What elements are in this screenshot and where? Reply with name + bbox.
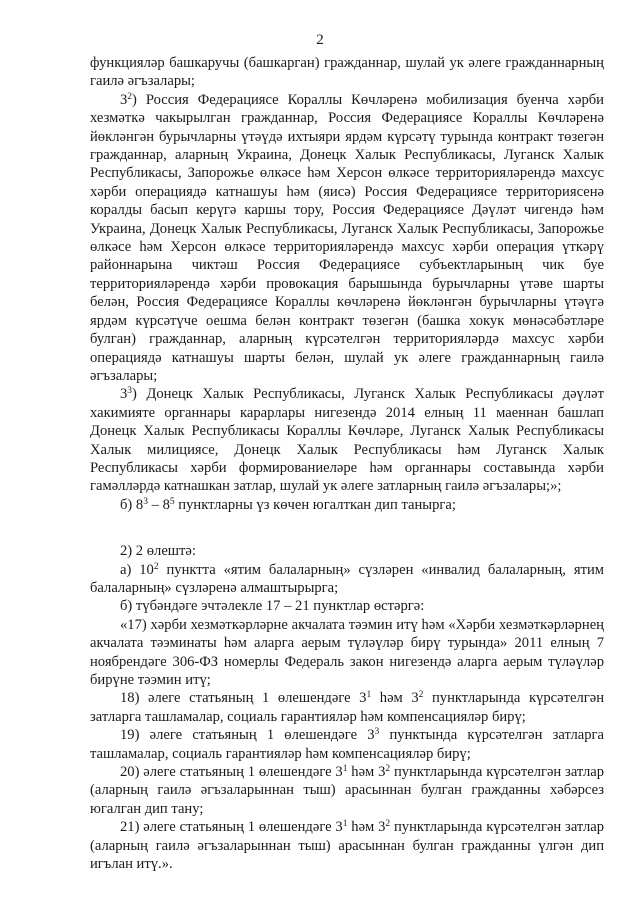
paragraph-item-17: «17) хәрби хезмәткәрләрне акчалата тәэмин итү һәм «Хәрби хезмәткәрләрнең акчалата тәэминаты һәм аларга аерым түләүләр бирү турында» 2011 елның 7 ноябрендәге 306-ФЗ номерлы Федераль закон нигезендә аларга аерым түләүләр бирүне тәэмин итү; (90, 616, 604, 688)
document-body (90, 54, 604, 873)
paragraph-continuation: функцияләр башкаручы (башкарган) гражданнар, шулай ук әлеге гражданнарның гаилә әгъзалары; (90, 55, 604, 90)
paragraph-item-18: 18) әлеге статьяның 1 өлешендәге $3^1$ һәм $3^2$ пунктларында күрсәтелгән затларга ташламалар, социаль гарантияләр һәм компенсацияләр бирү; (90, 690, 605, 725)
page-number: 2 (316, 32, 324, 48)
paragraph-item-21: 21) әлеге статьяның 1 өлешендәге $3^1$ һәм $3^2$ пунктларында күрсәтелгән затлар (аларның гаилә әгъзаларыннан тыш) арасыннан булган гражданны үлгән дип игълан итү.». (90, 819, 604, 873)
paragraph-item-a-10-2: а) $10^2$ пунктта «ятим балаларның» сүзләрен «инвалид балаларның, ятим балаларның» сүзләренә алмаштырырга; (90, 561, 604, 596)
paragraph-item-b-repeal: б) $8^3 - 8^5$ пунктларны үз көчен югалткан дип танырга; (120, 496, 456, 513)
paragraph-item-19: 19) әлеге статьяның 1 өлешендәге $3^3$ пунктында күрсәтелгән затларга ташламалар, социаль гарантияләр һәм компенсацияләр бирү; (90, 727, 605, 762)
paragraph-item-b-add: б) түбәндәге эчтәлекле 17 – 21 пунктлар өстәргә: (120, 598, 425, 615)
paragraph-item-3-3: $3^3$) Донецк Халык Республикасы, Луганск Халык Республикасы дәүләт хакимияте органнары карарлары нигезендә 2014 елның 11 маеннан башлап Донецк Халык Республикасы Кораллы Көчләре, Луганск Халык Республикасы Халык милициясе, Донецк Халык Республикасы һәм Луганск Халык Республикасы хәрби формированиеләре һәм органнары составында хәрби гамәлләрдә катнашкан затлар, шулай ук әлеге затларның гаилә әгъзалары;»; (90, 386, 604, 495)
paragraph-item-20: 20) әлеге статьяның 1 өлешендәге $3^1$ һәм $3^2$ пунктларында күрсәтелгән затлар (аларның гаилә әгъзаларыннан тыш) арасыннан булган гражданны хәбәрсез югалган дип тану; (90, 763, 604, 817)
paragraph-part-2: 2) 2 өлештә: (120, 543, 196, 560)
paragraph-item-3-2: $3^2$) Россия Федерациясе Кораллы Көчләренә мобилизация буенча хәрби хезмәткә чакырылган гражданнар, Россия Федерациясе Кораллы Көчләренә йөкләнгән бурычларны үтәүдә ихтыяри ярдәм күрсәтү турында контракт төзегән гражданнар, аларның Украина, Донецк Халык Республикасы, Луганск Халык Республикасы, Запорожье өлкәсе һәм Херсон өлкәсе территорияләрендә махсус хәрби операциядә катнашуы һәм (яисә) Россия Федерациясе территориясенә коралды басып керүгә каршы тору, Россия Федерациясе Дәүләт чигендә һәм Украина, Донецк Халык Республикасы, Луганск Халык Республикасы, Запорожье өлкәсе һәм Херсон өлкәсе территорияләрендә махсус хәрби операция үткәрү районнарына чиктәш Россия Федерациясе субъектларының чик буе территорияләрендә хәрби провокация барышында бурычларны үтәве шарты белән, Россия Федерациясе Кораллы көчләренә йөкләнгән бурычларны үтәүгә ярдәм күрсәтүче оешма белән контракт төзегән (башка хокук мөнәсәбәтләре булган) гражданнар, аларның күрсәтелгән территорияләрдә махсус хәрби операциядә катнашуы шарты белән, шулай ук әлеге гражданнарның гаилә әгъзалары; (90, 91, 604, 384)
